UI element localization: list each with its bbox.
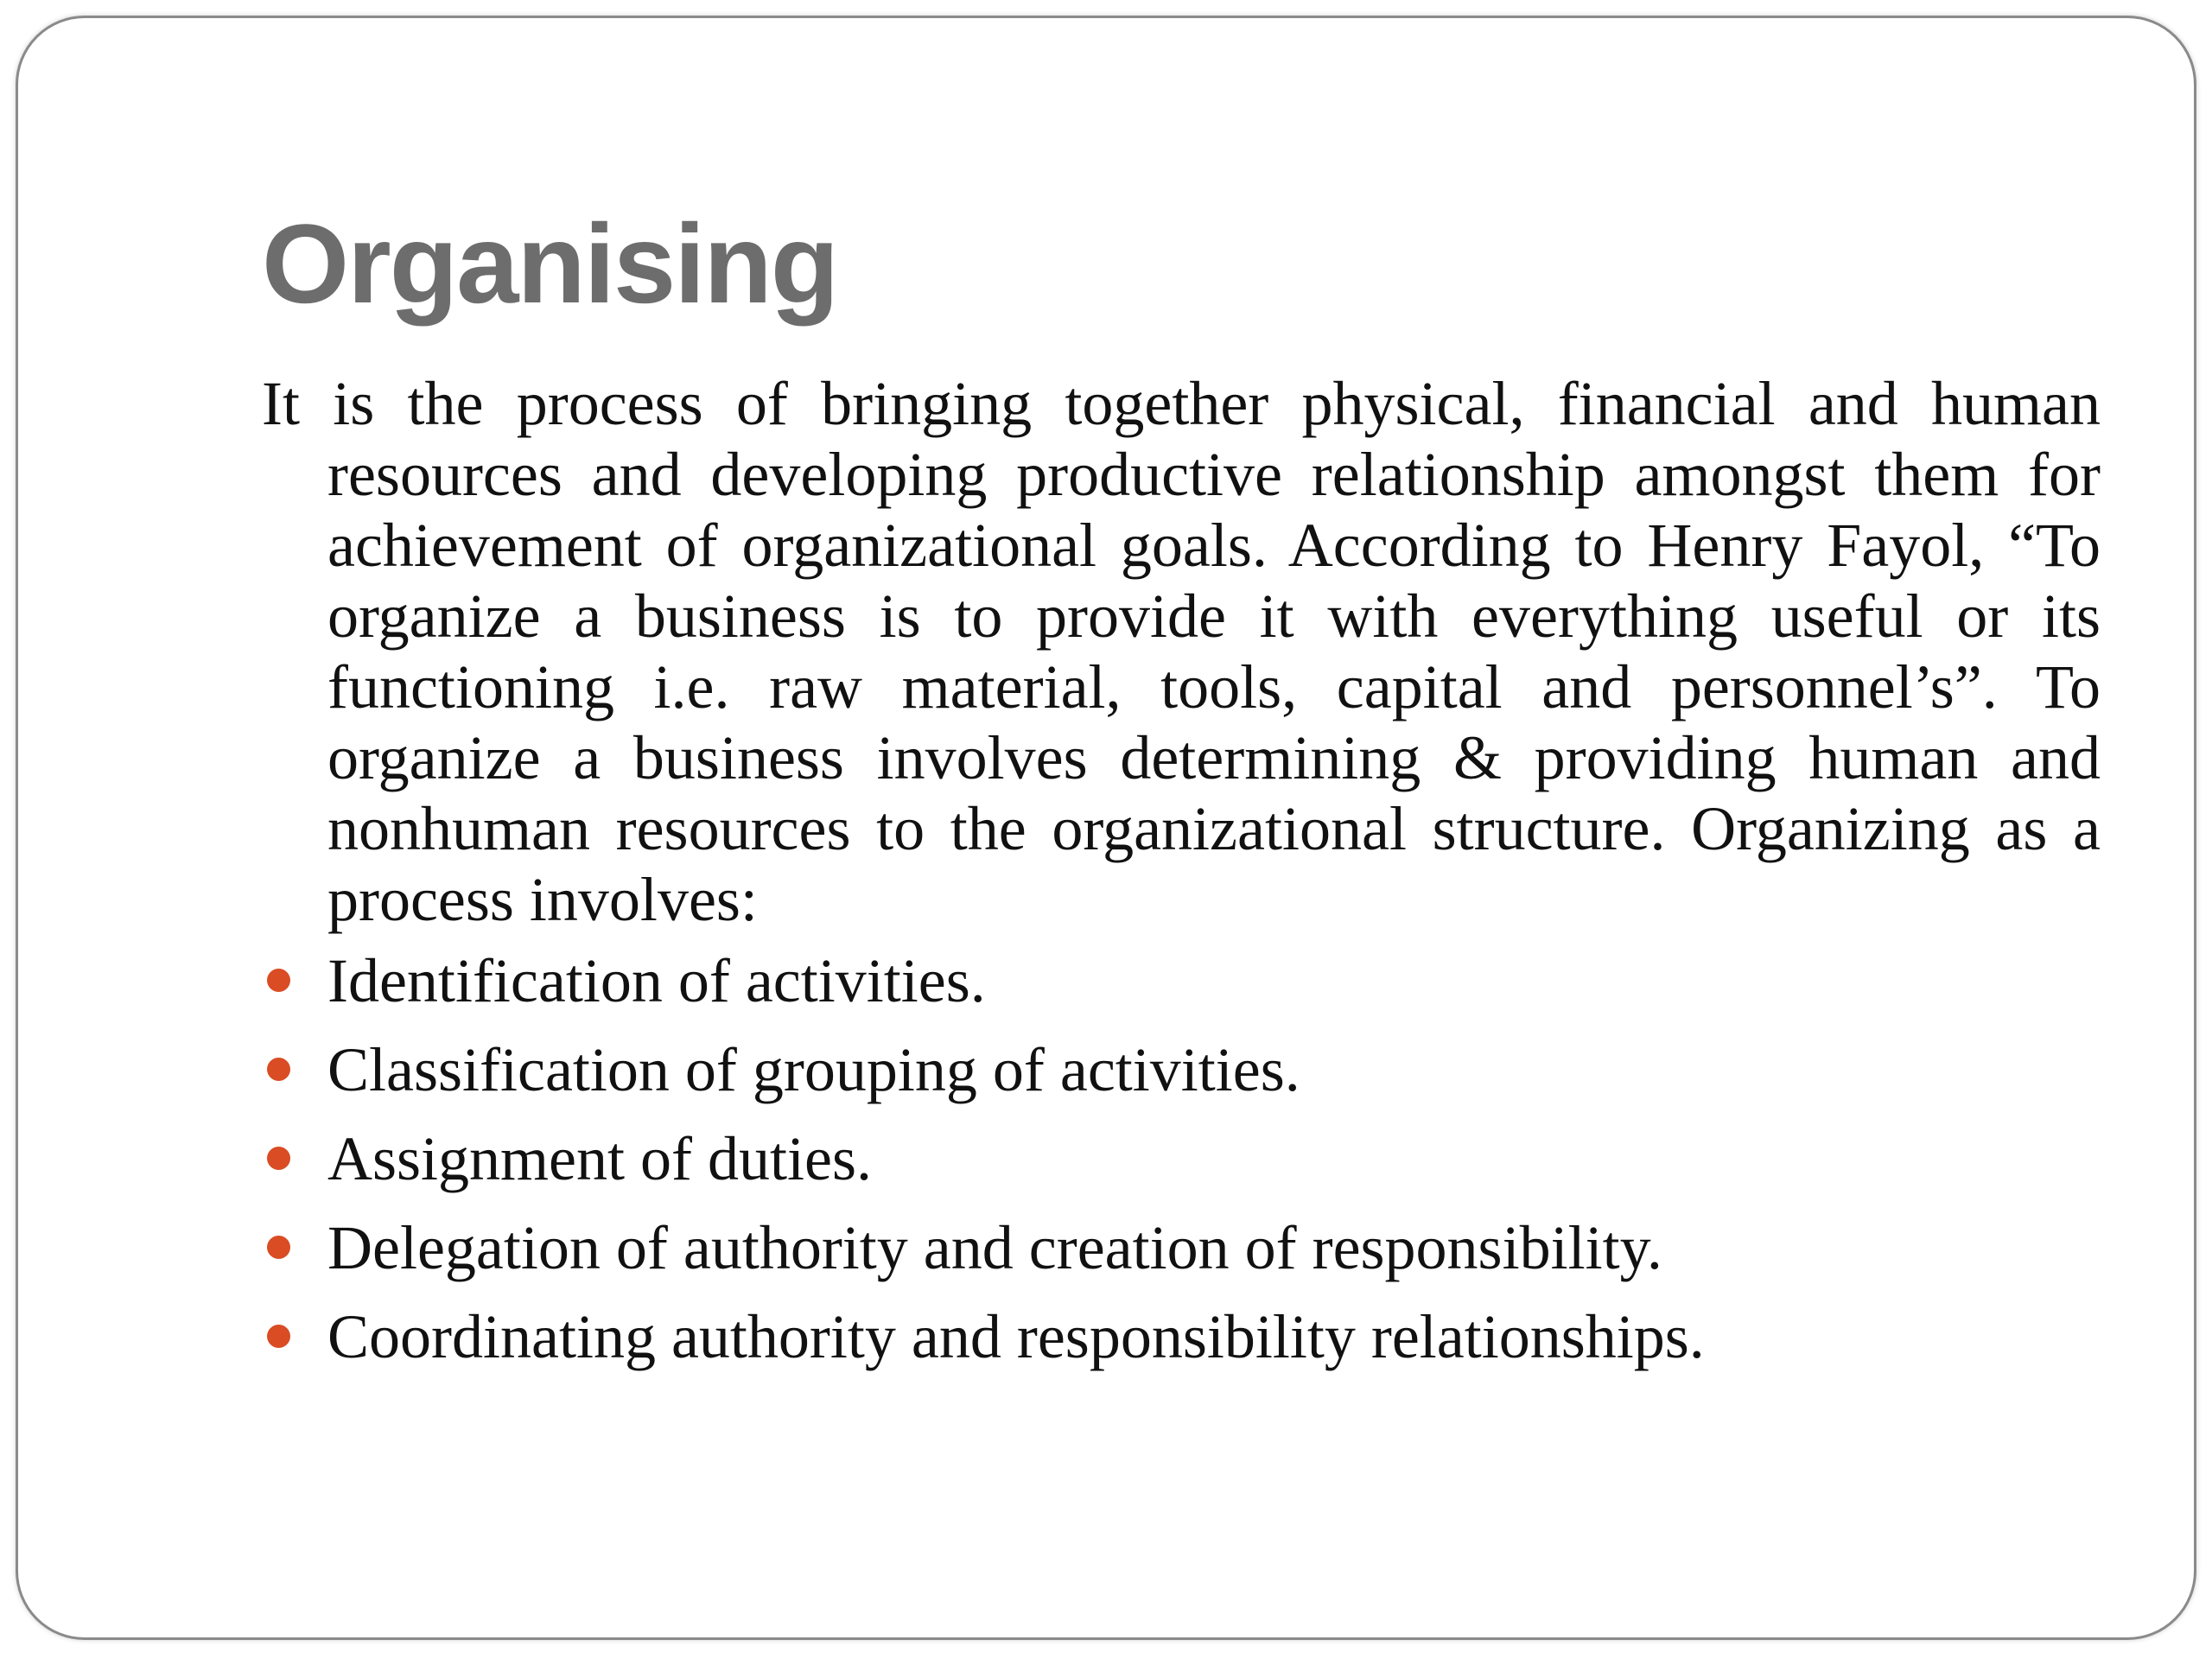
slide-title: Organising: [262, 200, 838, 327]
bullet-text: Coordinating authority and responsibility relationships.: [327, 1302, 1705, 1371]
bullet-text: Delegation of authority and creation of responsibility.: [327, 1213, 1662, 1282]
intro-paragraph: It is the process of bringing together physical, financial and human resources and developing productive relationship amongst them for achievement of organizational goals. According to Henry Fayol, “To organize a business is to provide it with everything useful or its functioning i.e. raw material, tools, capital and personnel’s”. To organize a business involves determining & providing human and nonhuman resources to the organizational structure. Organizing as a process involves:: [262, 369, 2101, 934]
bullet-item: [262, 1123, 2101, 1194]
slide-body: [262, 368, 2101, 1390]
bullet-item: [262, 1301, 2101, 1372]
bullet-text: Classification of grouping of activities.: [327, 1035, 1300, 1104]
bullet-item: [262, 1212, 2101, 1283]
bullet-item: [262, 945, 2101, 1016]
bullet-list: [262, 945, 2101, 1372]
bullet-dot-icon: [267, 1147, 290, 1170]
bullet-dot-icon: [267, 1236, 290, 1259]
bullet-dot-icon: [267, 1325, 290, 1348]
bullet-dot-icon: [267, 1058, 290, 1081]
bullet-dot-icon: [267, 969, 290, 992]
bullet-text: Assignment of duties.: [327, 1124, 872, 1193]
bullet-text: Identification of activities.: [327, 946, 986, 1015]
bullet-item: [262, 1034, 2101, 1105]
slide-frame: [16, 16, 2196, 1640]
